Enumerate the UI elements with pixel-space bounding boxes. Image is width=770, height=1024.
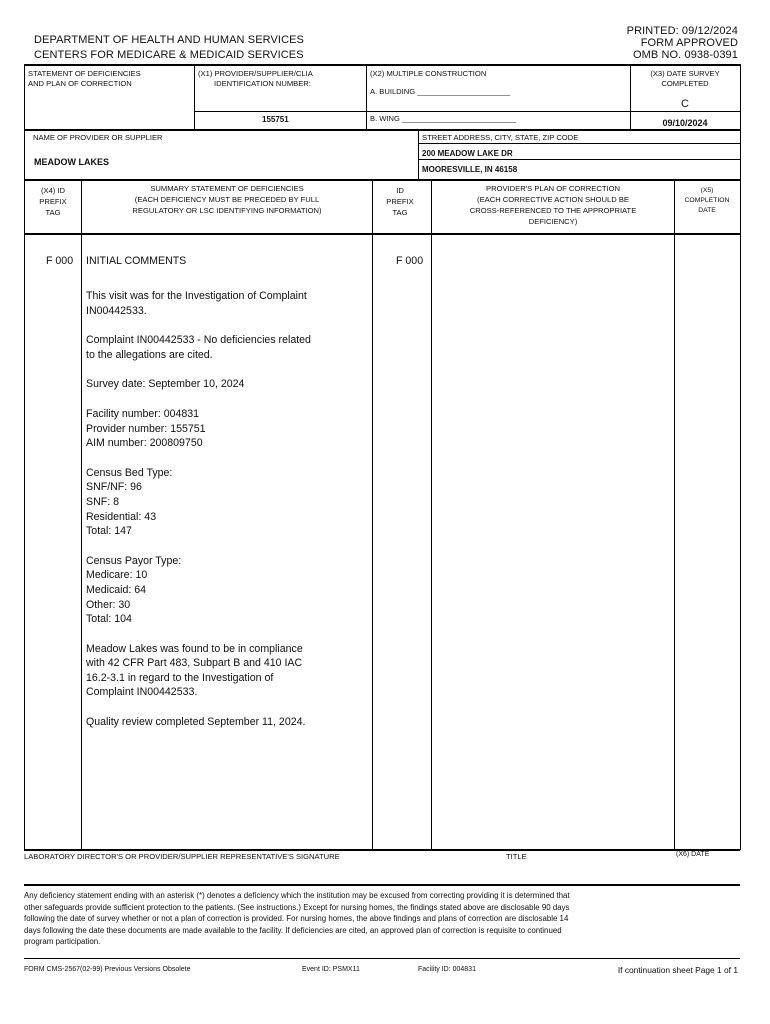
summary-label-3: REGULATORY OR LSC IDENTIFYING INFORMATION) — [132, 206, 322, 215]
divider — [81, 180, 82, 850]
form-top-rule — [24, 64, 740, 66]
comment-paragraph: Quality review completed September 11, 2024. — [86, 716, 306, 729]
provider-name-label: NAME OF PROVIDER OR SUPPLIER — [33, 133, 163, 142]
provider-id-number: 155751 — [262, 115, 289, 124]
disclaimer-text: Any deficiency statement ending with an asterisk (*) denotes a deficiency which the institution may be excused from correcting providing it is determined that other safeguards provide sufficient protection to the patients. (See instructions.) Except for nursing homes, the findings stated above are disclosable 90 days following the date of survey whether or not a plan of correction is provided. For nursing homes, the above findings and plans of correction are disclosable 14 days following the date these documents are made available to the facility. If deficiencies are cited, an approved plan of correction is requisite to continued program participation. — [24, 891, 570, 946]
x5-label-2: COMPLETION — [684, 197, 730, 204]
divider — [372, 180, 373, 850]
title-label: TITLE — [506, 852, 527, 861]
x5-label-1: (X5) — [700, 187, 714, 194]
form-right-rule — [740, 64, 741, 850]
form-approved: FORM APPROVED — [640, 37, 738, 49]
comment-paragraph: Meadow Lakes was found to be in compliance with 42 CFR Part 483, Subpart B and 410 IAC 16.2-3.1 in regard to the Investigation of Complaint IN00442533. — [86, 642, 303, 699]
x2-wing: B. WING ___________________________ — [370, 114, 517, 123]
divider — [418, 130, 419, 180]
divider — [194, 64, 195, 130]
divider — [631, 111, 740, 112]
summary-label-2: (EACH DEFICIENCY MUST BE PRECEDED BY FULL — [134, 195, 320, 204]
address-line-2: MOORESVILLE, IN 46158 — [422, 165, 518, 174]
divider — [24, 179, 740, 181]
comment-paragraph: This visit was for the Investigation of Complaint IN00442533. — [86, 290, 307, 317]
facility-id: Facility ID: 004831 — [418, 966, 476, 973]
x4-label-3: TAG — [45, 208, 61, 217]
printed-date: PRINTED: 09/12/2024 — [626, 25, 738, 37]
divider — [366, 64, 367, 130]
x4-label-1: (X4) ID — [40, 186, 66, 195]
prefix-tag-left: F 000 — [46, 255, 74, 267]
plan-label-3: CROSS-REFERENCED TO THE APPROPRIATE — [469, 206, 637, 215]
divider — [194, 111, 630, 112]
x2-label: (X2) MULTIPLE CONSTRUCTION — [370, 69, 487, 78]
x5-label-3: DATE — [698, 207, 716, 214]
id-label-1: ID — [396, 186, 404, 195]
comment-paragraph: Survey date: September 10, 2024 — [86, 378, 245, 391]
form-left-rule — [24, 64, 25, 850]
comment-paragraph: Census Bed Type: SNF/NF: 96 SNF: 8 Residential: 43 Total: 147 — [86, 466, 173, 538]
plan-label-2: (EACH CORRECTIVE ACTION SHOULD BE — [477, 195, 629, 204]
divider — [24, 958, 740, 959]
x3-code: C — [681, 98, 689, 110]
divider — [674, 180, 675, 850]
divider — [431, 180, 432, 850]
x3-label-1: (X3) DATE SURVEY — [650, 69, 720, 78]
prefix-tag-right: F 000 — [396, 255, 424, 267]
comment-paragraph: Complaint IN00442533 - No deficiencies related to the allegations are cited. — [86, 334, 311, 361]
statement-label-2: AND PLAN OF CORRECTION — [28, 79, 132, 88]
event-id: Event ID: PSMX11 — [302, 966, 360, 973]
form-number: FORM CMS-2567(02-99) Previous Versions Obsolete — [24, 966, 191, 973]
id-label-2: PREFIX — [386, 197, 414, 206]
signature-label: LABORATORY DIRECTOR'S OR PROVIDER/SUPPLIER REPRESENTATIVE'S SIGNATURE — [24, 852, 340, 861]
divider — [24, 849, 740, 851]
comment-paragraph: Census Payor Type: Medicare: 10 Medicaid: 64 Other: 30 Total: 104 — [86, 554, 182, 626]
address-line-1: 200 MEADOW LAKE DR — [422, 149, 513, 158]
summary-label-1: SUMMARY STATEMENT OF DEFICIENCIES — [150, 184, 304, 193]
date-label: (X6) DATE — [676, 851, 710, 858]
provider-name: MEADOW LAKES — [34, 157, 109, 167]
department-title: DEPARTMENT OF HEALTH AND HUMAN SERVICES — [34, 34, 304, 46]
id-label-3: TAG — [392, 208, 408, 217]
divider — [419, 143, 740, 144]
divider — [24, 129, 740, 131]
plan-label-4: DEFICIENCY) — [528, 217, 578, 226]
continuation-sheet: If continuation sheet Page 1 of 1 — [617, 965, 738, 975]
plan-label-1: PROVIDER'S PLAN OF CORRECTION — [486, 184, 620, 193]
divider — [24, 884, 740, 886]
divider — [24, 233, 740, 235]
divider — [419, 159, 740, 160]
x3-label-2: COMPLETED — [661, 79, 709, 88]
comments-body — [86, 289, 370, 745]
x1-label-2: IDENTIFICATION NUMBER: — [214, 79, 311, 88]
statement-label-1: STATEMENT OF DEFICIENCIES — [28, 69, 141, 78]
omb-number: OMB NO. 0938-0391 — [632, 49, 738, 61]
survey-completed-date: 09/10/2024 — [662, 118, 708, 128]
centers-title: CENTERS FOR MEDICARE & MEDICAID SERVICES — [34, 49, 304, 61]
address-label: STREET ADDRESS, CITY, STATE, ZIP CODE — [422, 133, 579, 142]
x2-building: A. BUILDING ______________________ — [370, 87, 511, 96]
initial-comments-heading: INITIAL COMMENTS — [86, 255, 187, 267]
x4-label-2: PREFIX — [39, 197, 67, 206]
comment-paragraph: Facility number: 004831 Provider number: 155751 AIM number: 200809750 — [86, 407, 206, 450]
x1-label-1: (X1) PROVIDER/SUPPLIER/CLIA — [198, 69, 313, 78]
